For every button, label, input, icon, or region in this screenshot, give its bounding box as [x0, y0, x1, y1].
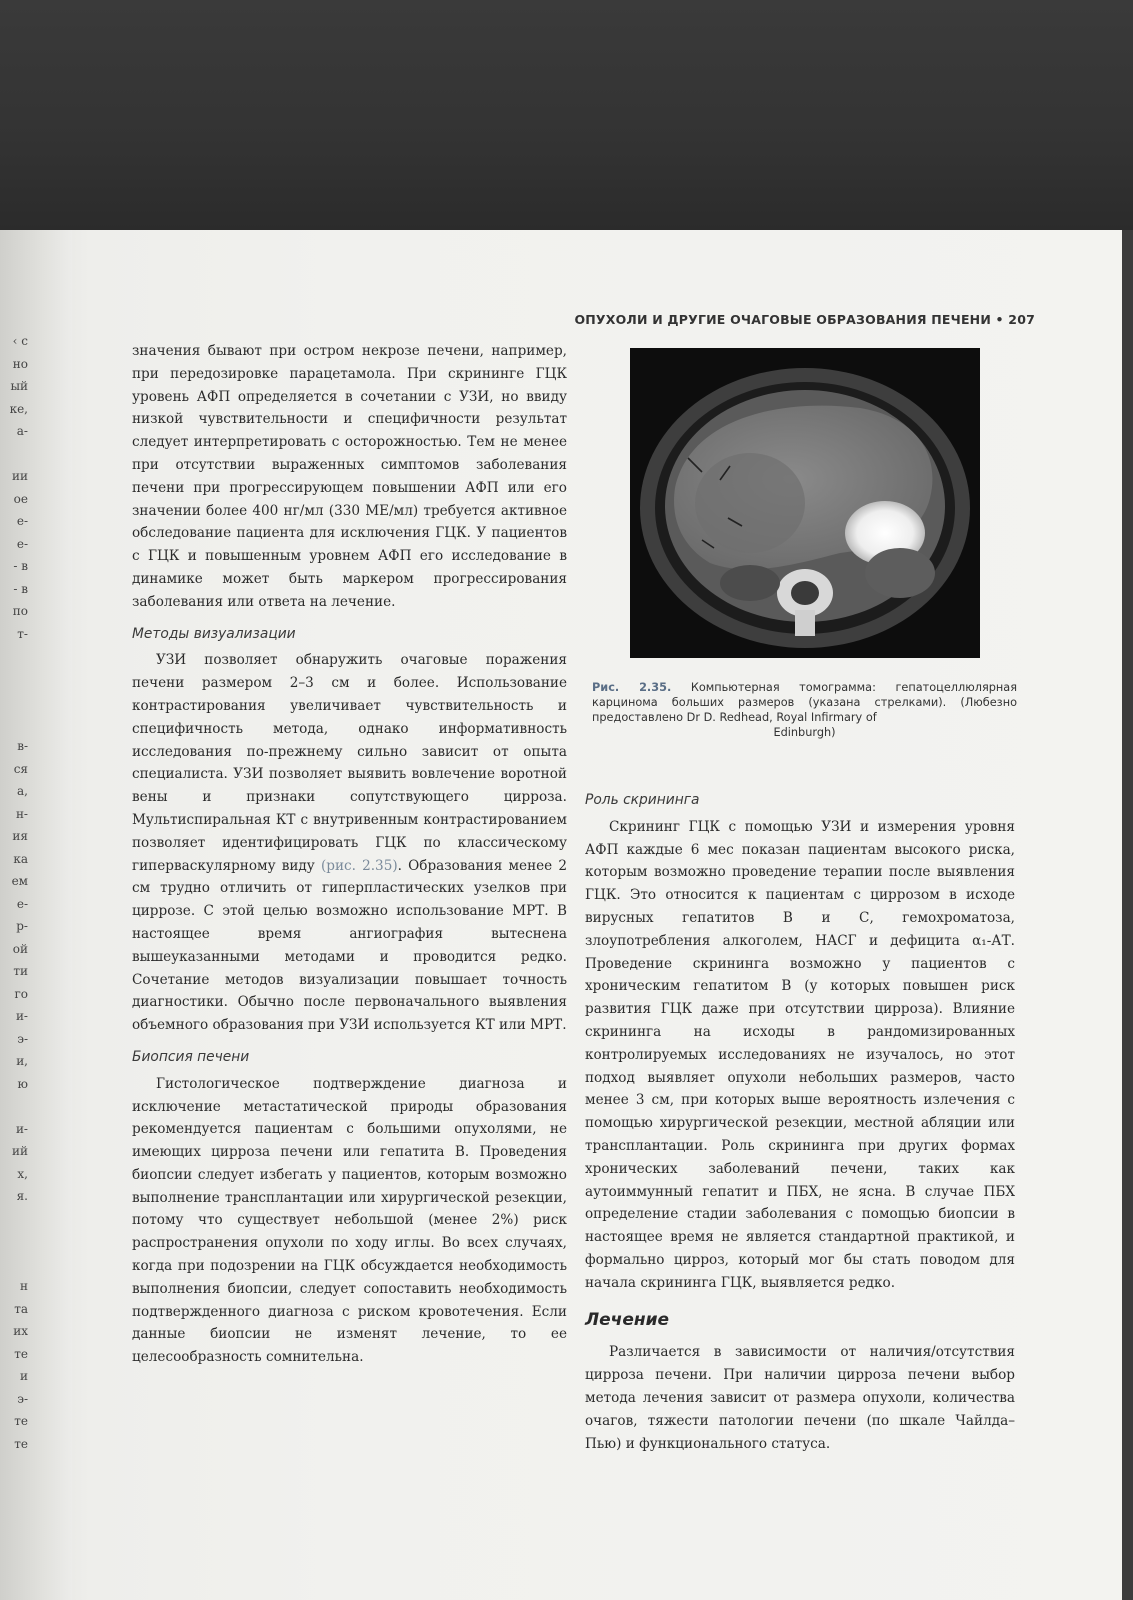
previous-page-fragment: н- — [15, 806, 28, 821]
previous-page-fragment: та — [14, 1301, 28, 1316]
previous-page-fragment: ю — [17, 1076, 28, 1091]
previous-page-fragment: те — [14, 1436, 28, 1451]
previous-page-fragment: я. — [16, 1189, 28, 1203]
previous-page-fragment: ‹ с — [12, 334, 28, 348]
previous-page-fragment: а- — [16, 424, 28, 438]
figure-caption — [592, 680, 1017, 740]
previous-page-fragment: е- — [16, 514, 28, 528]
previous-page-fragment: те — [14, 1346, 28, 1361]
figure-caption-text: Компьютерная томограмма: гепатоцеллюлярная карцинома больших размеров (указана стрелками). (Любезно предоставлено Dr D. Redhead, Royal Infirmary of — [592, 681, 1018, 724]
ct-scan-image — [630, 348, 980, 658]
subheading-biopsy: Биопсия печени — [132, 1048, 250, 1065]
left-column — [132, 340, 567, 1369]
previous-page-fragment: го — [14, 986, 28, 1001]
figure-reference-link[interactable]: (рис. 2.35) — [320, 857, 398, 874]
previous-page-fragment: ем — [11, 874, 28, 888]
previous-page-fragment: их — [13, 1324, 28, 1338]
scan-background-top — [0, 0, 1133, 230]
ct-scan-illustration — [630, 348, 980, 658]
previous-page-fragment: е- — [16, 536, 28, 551]
previous-page-fragment — [0, 645, 28, 668]
previous-page-fragment: но — [12, 356, 28, 371]
previous-page-fragment — [0, 713, 28, 736]
previous-page-fragment: н — [20, 1279, 28, 1293]
previous-page-fragment: ии — [12, 469, 28, 483]
previous-page-fragment — [0, 1208, 28, 1231]
paragraph-screening: Скрининг ГЦК с помощью УЗИ и измерения уровня АФП каждые 6 мес показан пациентам высокого риска, которым возможно проведение терапии после выявления ГЦК. Это относится к пациентам с циррозом в исходе вирусных гепатитов В и С, гемохроматоза, злоупотребления алкоголем, НАСГ и дефицита α₁-АТ. Проведение скрининга возможно у пациентов с хроническим гепатитом В (у которых повышен риск развития ГЦК даже при отсутствии цирроза). Влияние скрининга на исходы в рандомизированных контролируемых исследованиях не изучалось, но этот подход выявляет опухоли небольших размеров, часто менее 3 см, при которых выше вероятность излечения с помощью хирургической резекции, местной абляции или трансплантации. Роль скрининга при других формах хронических заболеваний печени, таких как аутоиммунный гепатит и ПБХ, не ясна. В случае ПБХ определение стадии заболевания с помощью биопсии в настоящее время не является стандартной практикой, и формально цирроз, который мог бы стать поводом для начала скрининга ГЦК, выявляется редко. — [585, 818, 1015, 1291]
previous-page-fragment: ся — [13, 761, 28, 776]
subheading-screening: Роль скрининга — [585, 792, 700, 808]
previous-page-fragment: ое — [13, 491, 28, 506]
previous-page-fragment: ке, — [9, 401, 28, 416]
previous-page-fragment: э- — [17, 1391, 28, 1406]
previous-page-fragment: а, — [17, 784, 28, 798]
previous-page-fragment: ый — [10, 379, 28, 393]
previous-page-fragment: и- — [15, 1009, 28, 1023]
paragraph-imaging-part1: УЗИ позволяет обнаружить очаговые поражения печени размером 2–3 см и более. Использование контрастирования увеличивает чувствительность и специфичность метода, однако информативность исследования по-прежнему сильно зависит от опыта специалиста. УЗИ позволяет выявить вовлечение воротной вены и признаки сопутствующего цирроза. Мультиспиральная КТ с внутривенным контрастированием позволяет идентифицировать ГЦК по классическому гиперваскулярному виду — [132, 652, 567, 874]
figure-label: Рис. 2.35. — [592, 681, 672, 694]
paragraph-imaging — [132, 649, 567, 1037]
previous-page-fragment: ка — [13, 851, 28, 866]
figure-caption-end: Edinburgh) — [773, 726, 836, 739]
previous-page-fragment: - в — [13, 559, 28, 573]
previous-page-fragment — [0, 668, 28, 691]
paragraph-imaging-part2: . Образования менее 2 см трудно отличить от гиперпластических узелков при циррозе. С этой целью возможно использование МРТ. В настоящее время ангиография вытеснена вышеуказанными методами и проводится редко. Сочетание методов визуализации повышает точность диагностики. Обычно после первоначального выявления объемного образования при УЗИ используется КТ или МРТ. — [132, 857, 568, 1034]
paragraph-treatment: Различается в зависимости от наличия/отсутствия цирроза печени. При наличии цирроза печени выбор метода лечения зависит от размера опухоли, количества очагов, тяжести патологии печени (по шкале Чайлда–Пью) и функционального статуса. — [585, 1344, 1015, 1452]
previous-page-fragment: ий — [12, 1144, 28, 1158]
previous-page-fragment: в- — [17, 739, 28, 753]
previous-page-fragment: р- — [16, 919, 28, 933]
scan-background-right — [1122, 230, 1133, 1600]
subheading-imaging: Методы визуализации — [132, 625, 296, 642]
paragraph-afp: значения бывают при остром некрозе печени, например, при передозировке парацетамола. При скрининге ГЦК уровень АФП определяется в сочетании с УЗИ, но ввиду низкой чувствительности и специфичности результат следует интерпретировать с осторожностью. Тем не менее при отсутствии выраженных симптомов заболевания печени при прогрессирующем повышении АФП или его значении более 400 нг/мл (330 МЕ/мл) требуется активное обследование пациента для исключения ГЦК. У пациентов с ГЦК и повышенным уровнем АФП его исследование в динамике может быть маркером прогрессирования заболевания или ответа на лечение. — [132, 343, 567, 610]
previous-page-fragment: - в — [13, 581, 28, 596]
previous-page-fragment — [0, 690, 28, 713]
previous-page-fragment — [0, 1095, 28, 1118]
previous-page-fragment: те — [14, 1414, 28, 1428]
previous-page-fragment: по — [12, 604, 28, 618]
running-head: ОПУХОЛИ И ДРУГИЕ ОЧАГОВЫЕ ОБРАЗОВАНИЯ ПЕЧЕНИ • 207 — [574, 312, 1035, 327]
previous-page-fragments — [0, 330, 28, 1455]
previous-page-fragment — [0, 1230, 28, 1253]
previous-page-fragment — [0, 443, 28, 466]
previous-page-fragment: х, — [17, 1166, 28, 1181]
previous-page-fragment: е- — [16, 896, 28, 911]
previous-page-fragment: э- — [17, 1031, 28, 1046]
right-column — [585, 780, 1015, 1455]
previous-page-fragment: ия — [12, 829, 28, 843]
section-heading-treatment: Лечение — [585, 1309, 670, 1330]
previous-page-fragment: и- — [15, 1121, 28, 1136]
previous-page-fragment: и, — [16, 1054, 28, 1068]
previous-page-fragment: ти — [13, 964, 28, 978]
previous-page-fragment: и — [20, 1369, 28, 1383]
previous-page-fragment — [0, 1253, 28, 1276]
previous-page-fragment: т- — [17, 626, 28, 641]
previous-page-fragment: ой — [12, 941, 28, 956]
paragraph-biopsy: Гистологическое подтверждение диагноза и исключение метастатической природы образования рекомендуется пациентам с большими опухолями, не имеющих цирроза печени или гепатита В. Проведения биопсии следует избегать у пациентов, которым возможно выполнение трансплантации или хирургической резекции, потому что существует небольшой (менее 2%) риск распространения опухоли по ходу иглы. Во всех случаях, когда при подозрении на ГЦК обсуждается необходимость выполнения биопсии, следует сопоставить необходимость подтвержденного диагноза с риском кровотечения. Если данные биопсии не изменят лечение, то ее целесообразность сомнительна. — [132, 1075, 567, 1366]
